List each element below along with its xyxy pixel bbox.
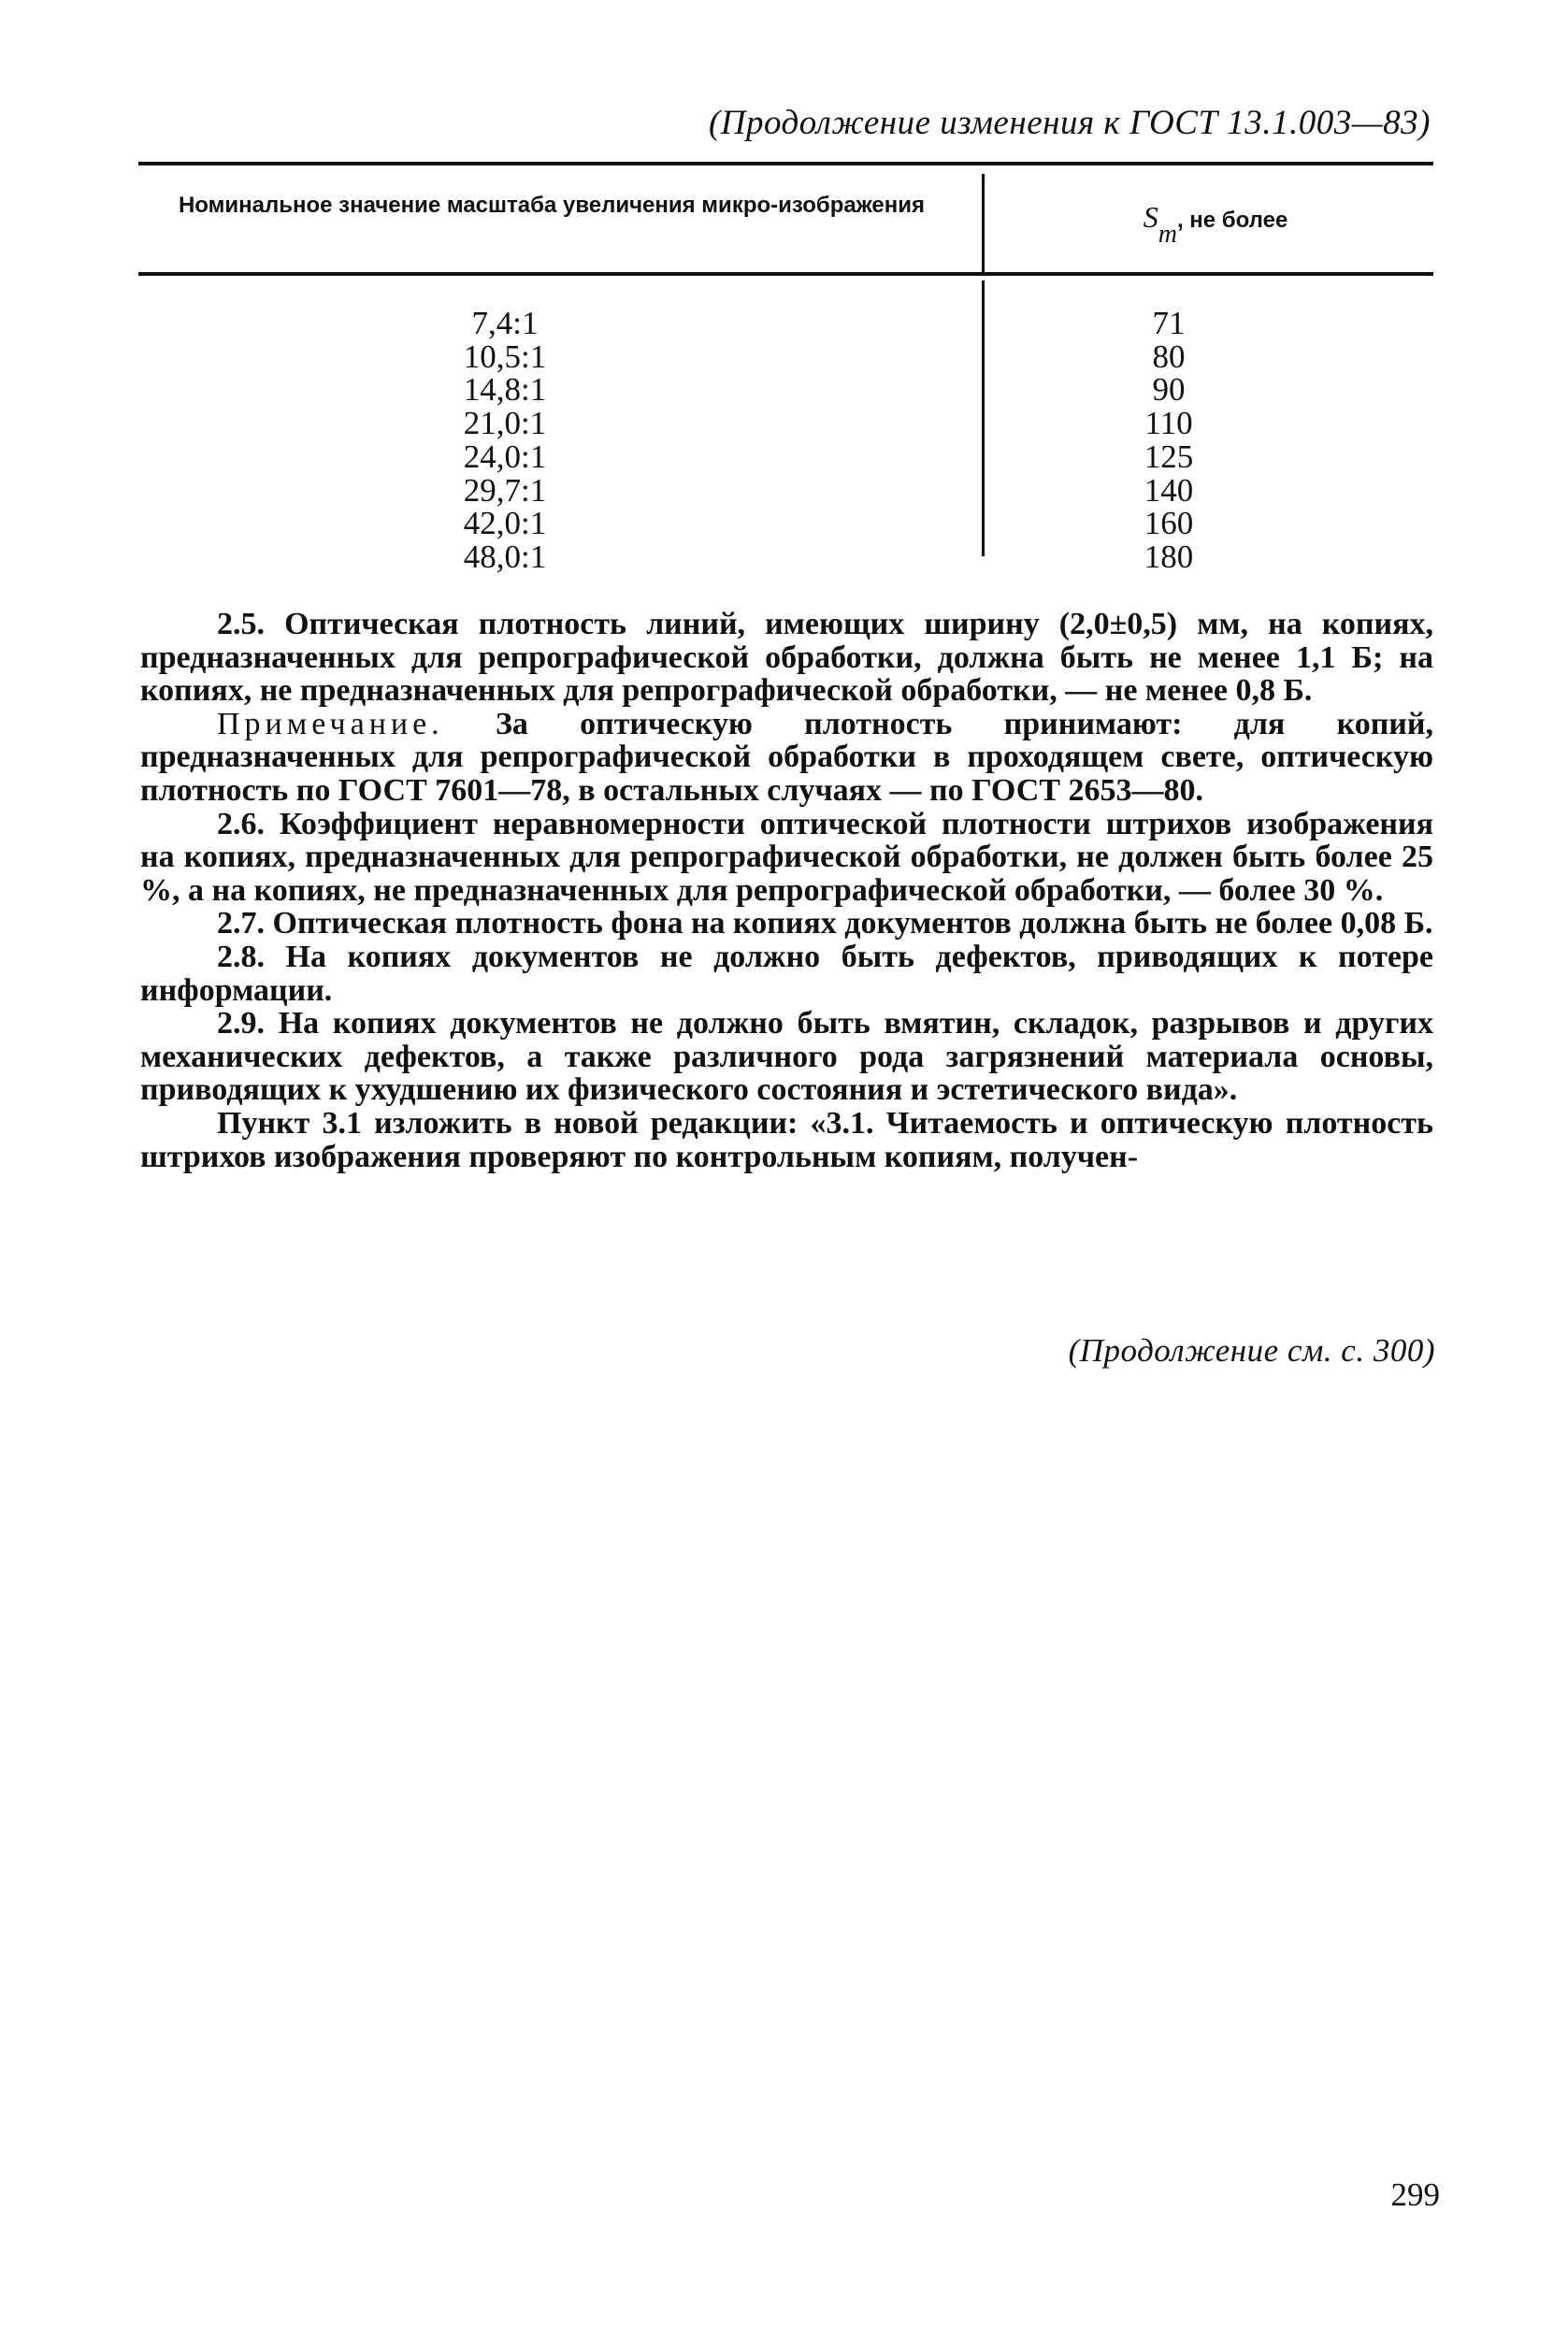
table-top-rule <box>138 162 1433 165</box>
table-cell-scale: 21,0:1 <box>463 405 547 442</box>
table-cell-sm: 140 <box>1144 471 1194 509</box>
paragraph-2-9: 2.9. На копиях документов не должно быть вмятин, складок, разрывов и других механических дефектов, а также различного рода загрязнений материала основы, приводящих к ухудшению их физического состояния и эстетического вида». <box>140 1006 1433 1108</box>
table-cell-sm: 160 <box>1144 505 1194 542</box>
paragraph-3-1: Пункт 3.1 изложить в новой редакции: «3.1. Читаемость и оптическую плотность штрихов изображения проверяют по контрольным копиям, получен- <box>140 1105 1433 1174</box>
table-cell-scale: 48,0:1 <box>463 538 547 575</box>
paragraph-2-7: 2.7. Оптическая плотность фона на копиях документов должна быть не более 0,08 Б. <box>217 906 1433 941</box>
table-cell-sm: 71 <box>1152 305 1186 341</box>
sm-column <box>1089 307 1248 574</box>
table-cell-sm: 180 <box>1144 538 1194 575</box>
paragraph-2-8: 2.8. На копиях документов не должно быть дефектов, приводящих к потере информации. <box>140 939 1433 1008</box>
scale-column <box>402 307 608 574</box>
table-cell-scale: 29,7:1 <box>463 471 547 509</box>
table-column-divider-header <box>982 174 985 273</box>
note-text: За оптическую плотность принимают: для копий, предназначенных для репрографической обработки в проходящем свете, оптическую плотность по ГОСТ 7601—78, в остальных случаях — по ГОСТ 2653—80. <box>140 706 1433 808</box>
table-header-rule <box>138 272 1433 276</box>
note-paragraph <box>140 708 1433 808</box>
continuation-footer: (Продолжение см. с. 300) <box>1068 1332 1435 1369</box>
table-cell-scale: 7,4:1 <box>471 305 539 341</box>
sm-subscript: m <box>1158 220 1177 249</box>
table-cell-sm: 90 <box>1152 371 1186 409</box>
table-header-sm <box>1029 200 1403 249</box>
page-number: 299 <box>1390 2176 1440 2213</box>
table-cell-sm: 80 <box>1152 338 1186 375</box>
table-cell-sm: 110 <box>1144 405 1193 442</box>
document-body <box>140 608 1433 1173</box>
paragraph-2-6: 2.6. Коэффициент неравномерности оптической плотности штрихов изображения на копиях, предназначенных для репрографической обработки, не должен быть более 25 %, а на копиях, не предназначенных для репрографической обработки, — более 30 %. <box>140 806 1433 908</box>
note-label: Примечание. <box>217 706 444 741</box>
sm-suffix: , не более <box>1176 208 1288 233</box>
continuation-header: (Продолжение изменения к ГОСТ 13.1.003—83) <box>708 104 1431 142</box>
sm-symbol: S <box>1143 200 1158 234</box>
table-cell-scale: 24,0:1 <box>463 438 547 475</box>
table-cell-scale: 14,8:1 <box>463 371 547 409</box>
table-column-divider-body <box>982 280 985 556</box>
table-header-scale: Номинальное значение масштаба увеличения микро-изображения <box>178 193 926 218</box>
table-cell-sm: 125 <box>1144 438 1194 475</box>
table-cell-scale: 10,5:1 <box>463 338 547 375</box>
paragraph-2-5: 2.5. Оптическая плотность линий, имеющих ширину (2,0±0,5) мм, на копиях, предназначенных для репрографической обработки, должна быть не менее 1,1 Б; на копиях, не предназначенных для репрографической обработки, — не менее 0,8 Б. <box>140 607 1433 709</box>
table-cell-scale: 42,0:1 <box>463 505 547 542</box>
